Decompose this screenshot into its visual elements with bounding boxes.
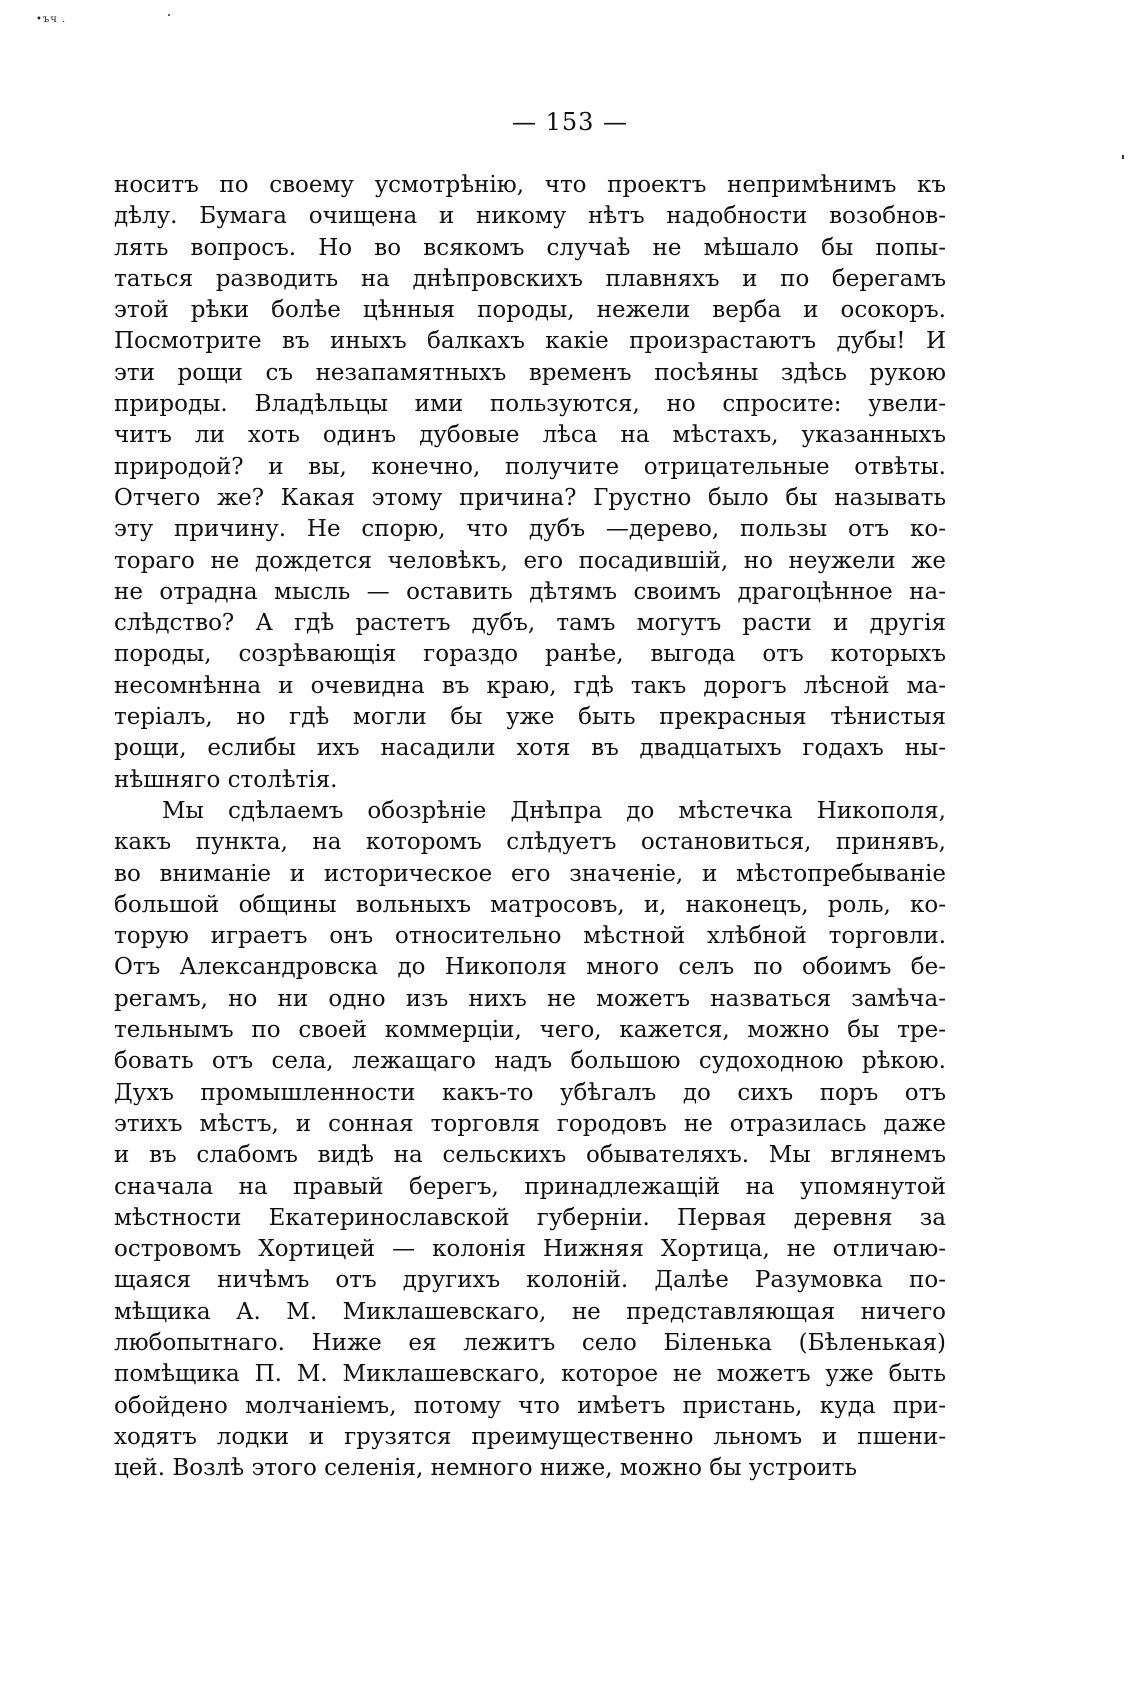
text-line: ходятъ лодки и грузятся преимущественно льномъ и пшени-: [114, 1423, 946, 1450]
text-line: нѣшняго столѣтія.: [114, 766, 338, 793]
text-line: помѣщика П. М. Миклашевскаго, которое не можетъ уже быть: [114, 1361, 946, 1388]
text-line: большой общины вольныхъ матросовъ, и, наконецъ, роль, ко-: [114, 891, 946, 918]
text-line: несомнѣнна и очевидна въ краю, гдѣ такъ дорогъ лѣсной ма-: [114, 672, 946, 699]
text-line: Отчего же? Какая этому причина? Грустно было бы называть: [114, 484, 946, 511]
text-line: мѣстности Екатеринославской губерніи. Первая деревня за: [114, 1204, 946, 1231]
text-line: этой рѣки болѣе цѣнныя породы, нежели верба и осокоръ.: [114, 297, 946, 324]
text-line: дѣлу. Бумага очищена и никому нѣтъ надобности возобнов-: [114, 203, 946, 230]
text-line: цей. Возлѣ этого селенія, немного ниже, можно бы устроить: [114, 1455, 858, 1482]
text-line: островомъ Хортицей — колонія Нижняя Хортица, не отличаю-: [114, 1236, 946, 1263]
body-text: [114, 170, 946, 1484]
text-line: эту причину. Не спорю, что дубъ —дерево, пользы отъ ко-: [114, 516, 946, 543]
text-line: любопытнаго. Ниже ея лежитъ село Біленька (Бѣленькая): [114, 1329, 946, 1356]
corner-speck: [168, 14, 170, 16]
text-line: и въ слабомъ видѣ на сельскихъ обывателяхъ. Мы вглянемъ: [114, 1142, 946, 1169]
text-line: во вниманіе и историческое его значеніе, и мѣстопребываніе: [114, 860, 946, 887]
text-line: Посмотрите въ иныхъ балкахъ какіе произрастаютъ дубы! И: [114, 328, 946, 355]
text-line: Мы сдѣлаемъ обозрѣніе Днѣпра до мѣстечка Никополя,: [162, 797, 946, 824]
text-line: слѣдство? А гдѣ растетъ дубъ, тамъ могутъ расти и другія: [114, 610, 946, 637]
text-line: породы, созрѣвающія гораздо ранѣе, выгода отъ которыхъ: [114, 641, 946, 668]
text-line: таться разводить на днѣпровскихъ плавняхъ и по берегамъ: [114, 265, 946, 292]
text-line: носитъ по своему усмотрѣнію, что проектъ непримѣнимъ къ: [114, 172, 946, 198]
text-line: Духъ промышленности какъ-то убѣгалъ до сихъ поръ отъ: [114, 1079, 946, 1106]
text-line: щаяся ничѣмъ отъ другихъ колоній. Далѣе Разумовка по-: [114, 1267, 946, 1294]
text-line: торую играетъ онъ относительно мѣстной хлѣбной торговли.: [114, 923, 946, 950]
text-line: эти рощи съ незапамятныхъ временъ посѣяны здѣсь рукою: [114, 359, 946, 386]
text-line: природы. Владѣльцы ими пользуются, но спросите: увели-: [114, 391, 946, 418]
text-line: обойдено молчаніемъ, потому что имѣетъ пристань, куда при-: [114, 1392, 946, 1419]
paragraph: [114, 796, 946, 1485]
text-line: не отрадна мысль — оставить дѣтямъ своимъ драгоцѣнное на-: [114, 578, 946, 605]
text-line: лять вопросъ. Но во всякомъ случаѣ не мѣшало бы попы-: [114, 234, 946, 261]
text-line: природой? и вы, конечно, получите отрицательные отвѣты.: [114, 453, 946, 480]
text-line: регамъ, но ни одно изъ нихъ не можетъ назваться замѣча-: [114, 985, 946, 1012]
text-line: бовать отъ села, лежащаго надъ большою судоходною рѣкою.: [114, 1048, 946, 1075]
text-line: Отъ Александровска до Никополя много селъ по обоимъ бе-: [114, 954, 946, 981]
text-line: этихъ мѣстъ, и сонная торговля городовъ не отразилась даже: [114, 1110, 946, 1137]
text-line: сначала на правый берегъ, принадлежащій на упомянутой: [114, 1173, 946, 1200]
text-line: читъ ли хоть одинъ дубовые лѣса на мѣстахъ, указанныхъ: [114, 422, 946, 449]
page-number: — 153 —: [511, 108, 629, 136]
text-line: какъ пункта, на которомъ слѣдуетъ остановиться, принявъ,: [114, 829, 946, 856]
corner-mark: •ъч .: [36, 14, 67, 25]
text-line: рощи, еслибы ихъ насадили хотя въ двадцатыхъ годахъ ны-: [114, 735, 946, 762]
text-line: мѣщика А. М. Миклашевскаго, не представляющая ничего: [114, 1298, 946, 1325]
text-line: тораго не дождется человѣкъ, его посадившій, но неужели же: [114, 547, 946, 574]
text-line: тельнымъ по своей коммерціи, чего, кажется, можно бы тре-: [114, 1017, 946, 1044]
margin-speck: [1122, 155, 1124, 159]
paragraph: [114, 170, 946, 796]
text-line: теріалъ, но гдѣ могли бы уже быть прекрасныя тѣнистыя: [114, 704, 946, 731]
